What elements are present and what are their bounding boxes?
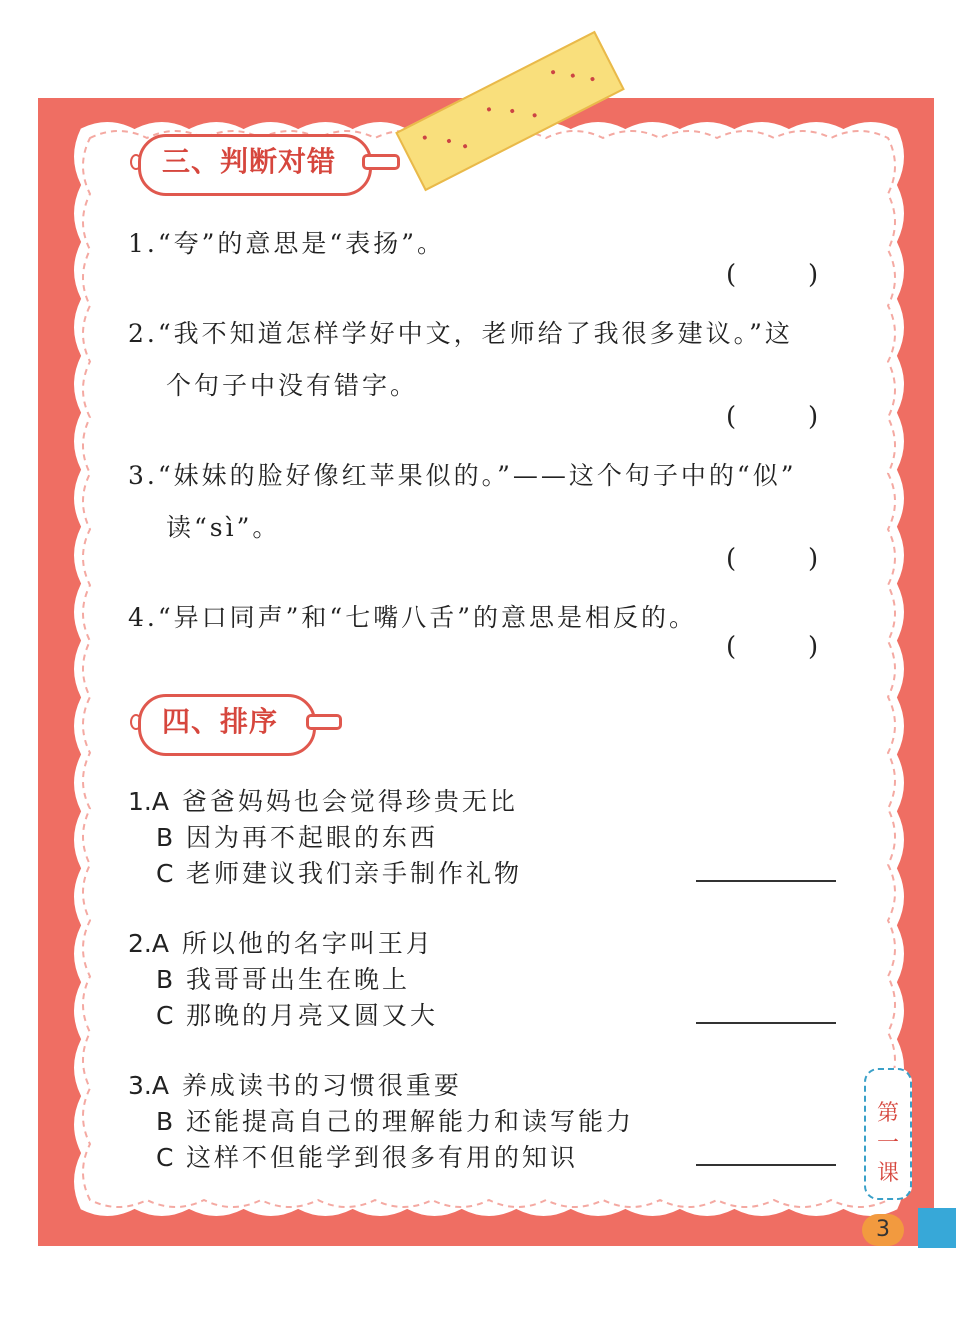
question-1: 1.“夸”的意思是“表扬”。 — [128, 229, 445, 258]
tab-char: 课 — [876, 1161, 899, 1186]
option-c: C 老师建议我们亲手制作礼物 — [156, 859, 523, 888]
question-2: 2.“我不知道怎样学好中文，老师给了我很多建议。”这 — [128, 319, 793, 348]
corner-tab-decoration — [918, 1208, 956, 1248]
tab-char: 一 — [876, 1131, 899, 1156]
tab-char: 第 — [876, 1101, 899, 1126]
page-number: 3 — [862, 1214, 904, 1246]
option-a: 3.A 养成读书的习惯很重要 — [128, 1071, 462, 1100]
question-3: 3.“妹妹的脸好像红苹果似的。”——这个句子中的“似” — [128, 461, 797, 490]
section-title: 四、排序 — [162, 705, 279, 738]
option-a: 1.A 爸爸妈妈也会觉得珍贵无比 — [128, 787, 518, 816]
answer-line-1[interactable] — [696, 880, 836, 882]
section-header-judge — [138, 134, 388, 190]
option-c: C 这样不但能学到很多有用的知识 — [156, 1143, 579, 1172]
option-b: B 还能提高自己的理解能力和读写能力 — [156, 1107, 635, 1136]
question-4: 4.“异口同声”和“七嘴八舌”的意思是相反的。 — [128, 603, 697, 632]
section-header-order — [138, 694, 338, 750]
option-a: 2.A 所以他的名字叫王月 — [128, 929, 434, 958]
option-b: B 我哥哥出生在晚上 — [156, 965, 411, 994]
question-2-cont: 个句子中没有错字。 — [166, 371, 419, 400]
section-title: 三、判断对错 — [162, 145, 337, 178]
option-b: B 因为再不起眼的东西 — [156, 823, 439, 852]
answer-line-2[interactable] — [696, 1022, 836, 1024]
lesson-tab — [864, 1068, 912, 1200]
question-3-cont: 读“sì”。 — [166, 513, 281, 542]
answer-line-3[interactable] — [696, 1164, 836, 1166]
option-c: C 那晚的月亮又圆又大 — [156, 1001, 439, 1030]
